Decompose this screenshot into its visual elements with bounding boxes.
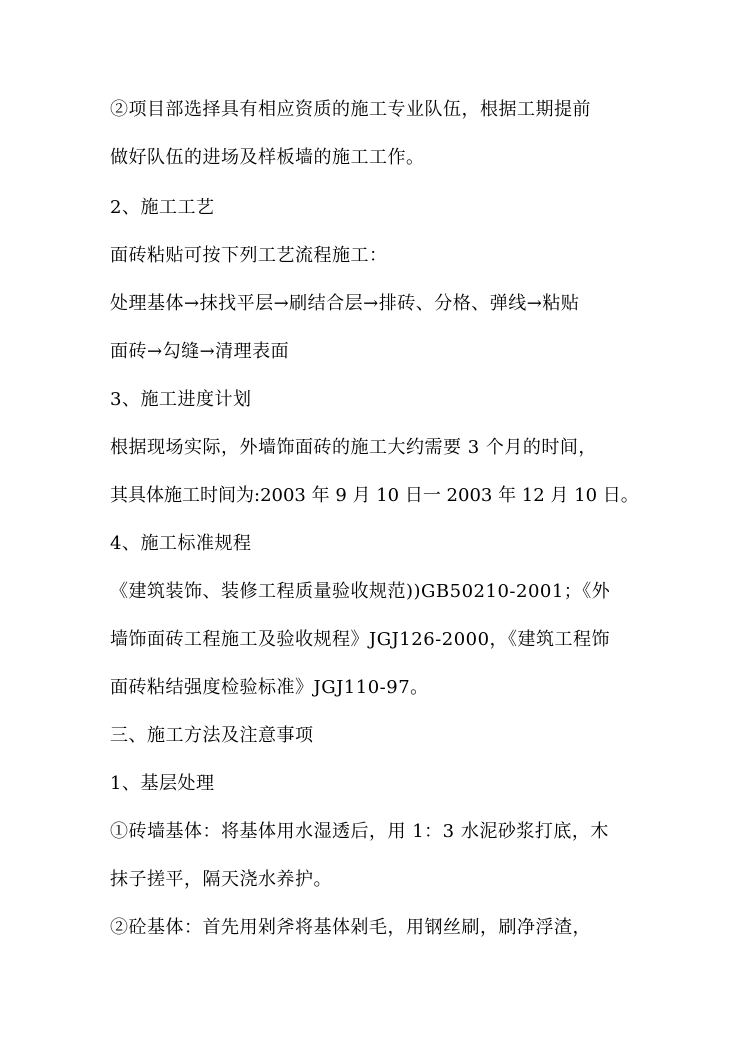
paragraph-line: ②砼基体：首先用剁斧将基体剁毛，用钢丝刷，刷净浮渣，	[110, 917, 591, 938]
paragraph-line: 抹子搓平，隔天浇水养护。	[110, 869, 332, 890]
section-heading: 2、施工工艺	[110, 197, 215, 218]
paragraph-line: 面砖粘结强度检验标准》JGJ110-97。	[110, 677, 429, 698]
section-heading: 1、基层处理	[110, 773, 215, 794]
section-heading: 三、施工方法及注意事项	[110, 725, 314, 746]
section-heading: 3、施工进度计划	[110, 389, 252, 410]
paragraph-line: 《建筑装饰、装修工程质量验收规范))GB50210-2001；《外	[110, 581, 611, 602]
paragraph-line: ②项目部选择具有相应资质的施工专业队伍，根据工期提前	[110, 99, 591, 120]
paragraph-line: ①砖墙基体：将基体用水湿透后，用 1：3 水泥砂浆打底，木	[110, 821, 609, 842]
paragraph-line: 其具体施工时间为:2003 年 9 月 10 日一 2003 年 12 月 10 日。	[110, 485, 639, 506]
section-heading: 4、施工标准规程	[110, 533, 252, 554]
paragraph-line: 面砖粘贴可按下列工艺流程施工：	[110, 245, 388, 266]
paragraph-line: 做好队伍的进场及样板墙的施工工作。	[110, 147, 425, 168]
paragraph-line: 处理基体→抹找平层→刷结合层→排砖、分格、弹线→粘贴	[110, 293, 580, 314]
paragraph-line: 墙饰面砖工程施工及验收规程》JGJ126-2000，《建筑工程饰	[110, 629, 611, 650]
paragraph-line: 面砖→勾缝→清理表面	[110, 341, 290, 362]
paragraph-line: 根据现场实际，外墙饰面砖的施工大约需要 3 个月的时间，	[110, 437, 597, 458]
